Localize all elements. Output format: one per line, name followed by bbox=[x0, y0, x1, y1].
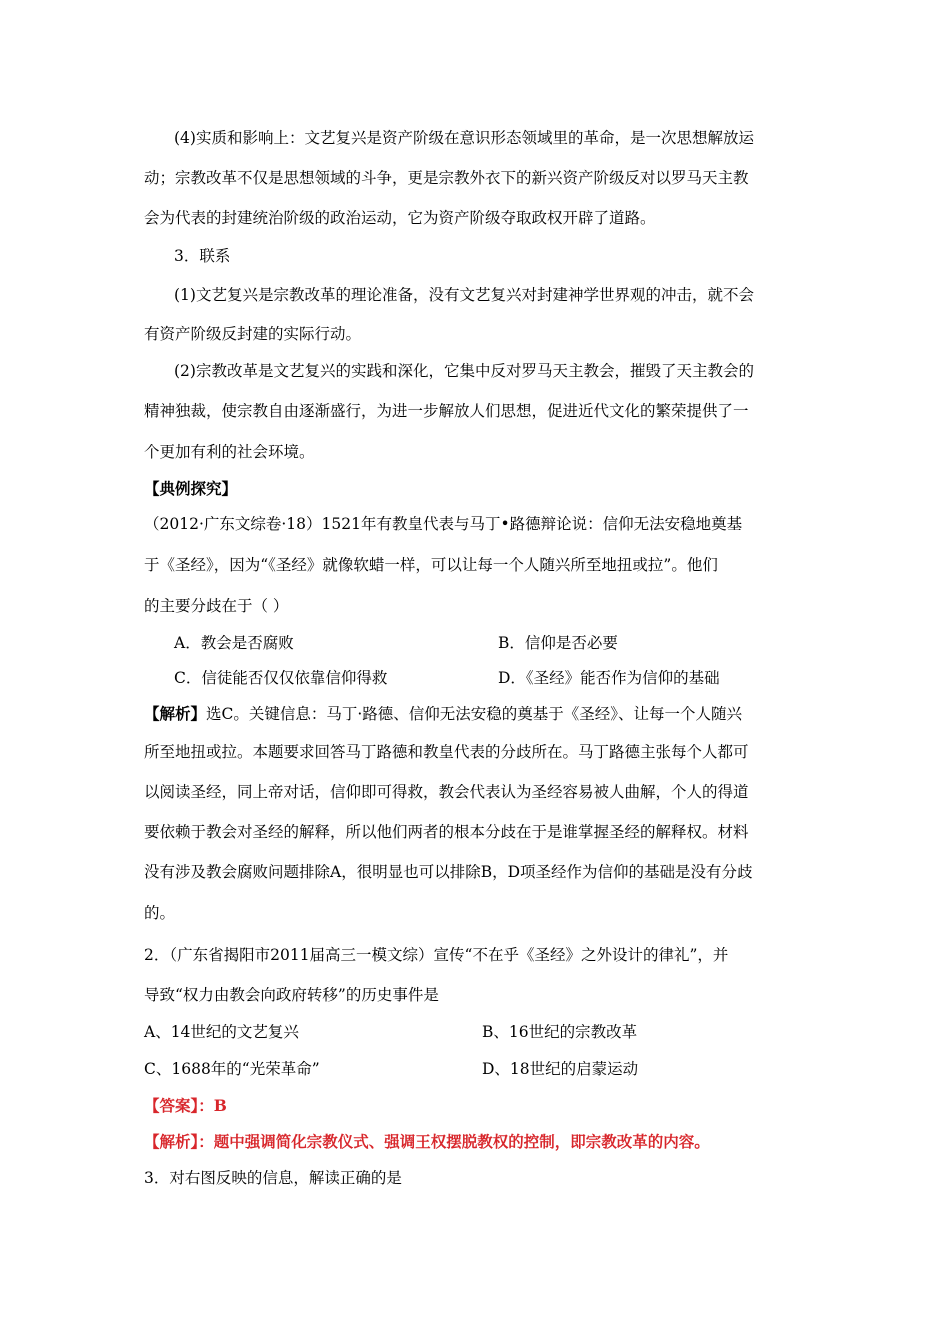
q1-option-d: D．《圣经》能否作为信仰的基础 bbox=[498, 669, 720, 687]
q1-analysis-line-6: 的。 bbox=[144, 904, 176, 922]
link-p1-line-1: (1)文艺复兴是宗教改革的理论准备，没有文艺复兴对封建神学世界观的冲击，就不会 bbox=[174, 286, 754, 304]
link-heading: 3．联系 bbox=[174, 247, 231, 265]
q1-analysis-line-4: 要依赖于教会对圣经的解释，所以他们两者的根本分歧在于是谁掌握圣经的解释权。材料 bbox=[144, 823, 749, 841]
q1-option-b: B．信仰是否必要 bbox=[498, 634, 618, 652]
diff-p4-line-1: (4)实质和影响上：文艺复兴是资产阶级在意识形态领域里的革命，是一次思想解放运 bbox=[174, 129, 754, 147]
q1-option-c: C．信徒能否仅仅依靠信仰得救 bbox=[174, 669, 388, 687]
link-p2-line-2: 精神独裁，使宗教自由逐渐盛行，为进一步解放人们思想，促进近代文化的繁荣提供了一 bbox=[144, 402, 749, 420]
q3-stem: 3．对右图反映的信息，解读正确的是 bbox=[144, 1169, 402, 1187]
q1-stem-line-1: （2012·广东文综卷·18）1521年有教皇代表与马丁•路德辩论说：信仰无法安稳地奠基 bbox=[144, 515, 743, 533]
link-p2-line-1: (2)宗教改革是文艺复兴的实践和深化，它集中反对罗马天主教会，摧毁了天主教会的 bbox=[174, 362, 754, 380]
q1-stem-line-2: 于《圣经》，因为“《圣经》就像软蜡一样，可以让每一个人随兴所至地扭或拉”。他们 bbox=[144, 556, 718, 574]
q1-analysis-label: 【解析】 bbox=[144, 704, 207, 723]
q2-option-d: D、18世纪的启蒙运动 bbox=[482, 1060, 639, 1078]
diff-p4-line-3: 会为代表的封建统治阶级的政治运动，它为资产阶级夺取政权开辟了道路。 bbox=[144, 209, 656, 227]
link-p1-line-2: 有资产阶级反封建的实际行动。 bbox=[144, 325, 362, 343]
q2-analysis: 【解析】：题中强调简化宗教仪式、强调王权摆脱教权的控制，即宗教改革的内容。 bbox=[144, 1132, 710, 1151]
diff-p4-line-2: 动；宗教改革不仅是思想领域的斗争，更是宗教外衣下的新兴资产阶级反对以罗马天主教 bbox=[144, 169, 749, 187]
q2-option-c: C、1688年的“光荣革命” bbox=[144, 1060, 320, 1078]
q1-analysis-line-3: 以阅读圣经，同上帝对话，信仰即可得救，教会代表认为圣经容易被人曲解，个人的得道 bbox=[144, 783, 749, 801]
q2-stem-line-2: 导致“权力由教会向政府转移”的历史事件是 bbox=[144, 986, 439, 1004]
examples-heading: 【典例探究】 bbox=[144, 479, 238, 498]
q1-analysis-line-5: 没有涉及教会腐败问题排除A，很明显也可以排除B，D项圣经作为信仰的基础是没有分歧 bbox=[144, 863, 753, 881]
q1-option-a: A．教会是否腐败 bbox=[174, 634, 294, 652]
link-p2-line-3: 个更加有利的社会环境。 bbox=[144, 443, 315, 461]
q1-analysis-text-1: 选C。关键信息：马丁·路德、信仰无法安稳的奠基于《圣经》、让每一个人随兴 bbox=[206, 705, 743, 723]
q1-analysis-line-1 bbox=[144, 704, 808, 724]
q2-option-b: B、16世纪的宗教改革 bbox=[482, 1023, 638, 1041]
q1-stem-line-3: 的主要分歧在于（ ） bbox=[144, 597, 289, 615]
q2-answer: 【答案】：B bbox=[144, 1096, 227, 1115]
q1-analysis-line-2: 所至地扭或拉。本题要求回答马丁路德和教皇代表的分歧所在。马丁路德主张每个人都可 bbox=[144, 743, 749, 761]
q2-option-a: A、14世纪的文艺复兴 bbox=[144, 1023, 299, 1041]
q2-stem-line-1: 2．（广东省揭阳市2011届高三一模文综）宣传“不在乎《圣经》之外设计的律礼”，并 bbox=[144, 946, 729, 964]
